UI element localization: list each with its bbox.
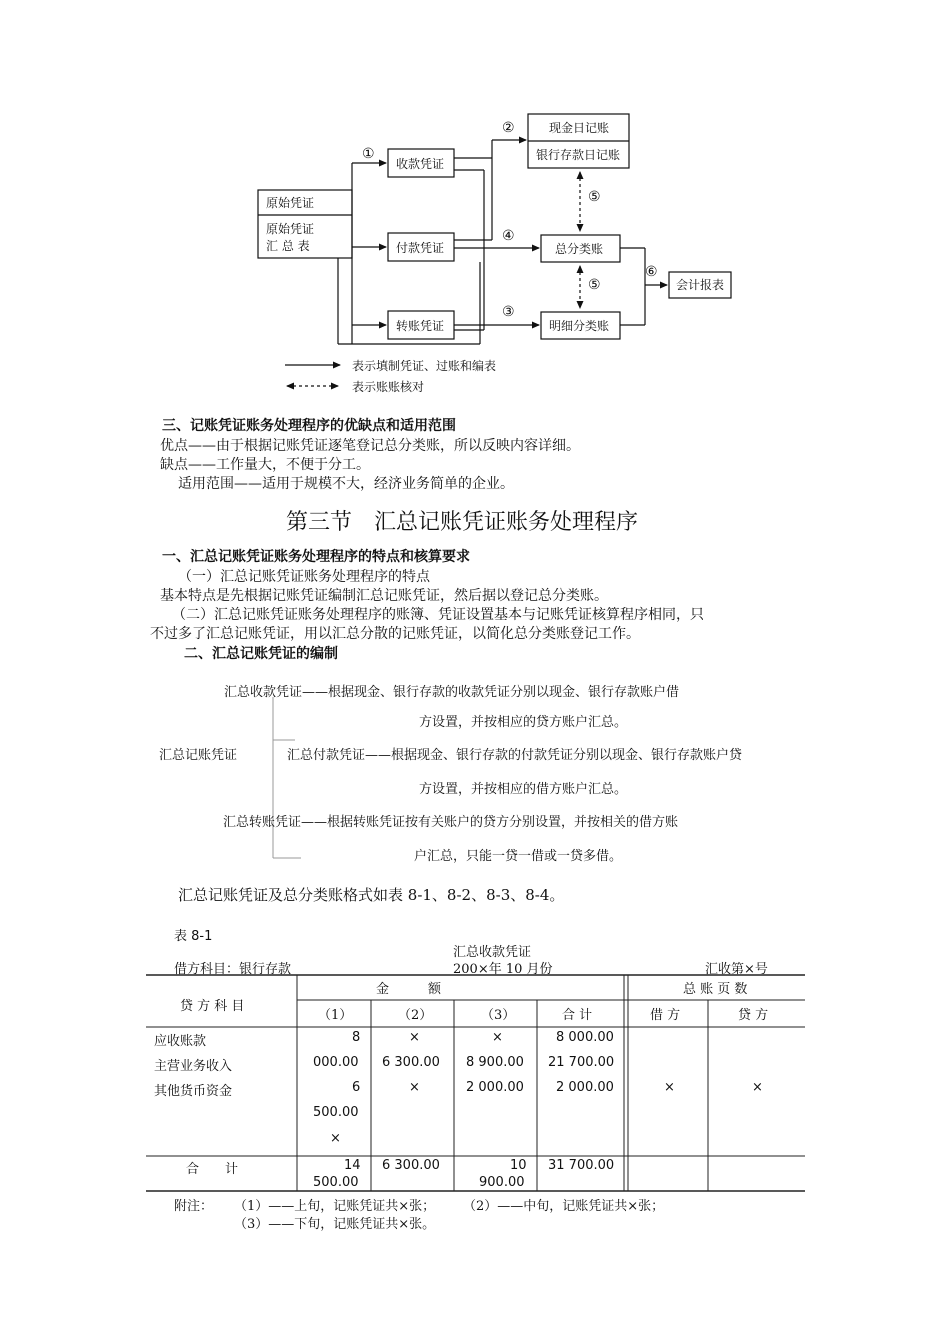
label-original-voucher: 原始凭证: [266, 196, 315, 210]
step-3: ③: [502, 304, 515, 320]
part1-sub2-line2: 不过多了汇总记账凭证，用以汇总分散的记账凭证，以简化总分类账登记工作。: [150, 626, 640, 642]
label-payment-voucher: 付款凭证: [396, 241, 445, 255]
total-1-line1: 14: [344, 1158, 361, 1173]
label-receipt-voucher: 收款凭证: [396, 157, 445, 171]
debit-account: 借方科目：银行存款: [174, 962, 292, 977]
sub-debit: 借 方: [650, 1008, 681, 1023]
note-3: （3）——下旬，记账凭证共×张。: [234, 1217, 436, 1232]
col3-line3: 2 000.00: [466, 1080, 524, 1095]
col-ledger-pages: 总 账 页 数: [683, 982, 748, 997]
table-label: 表 8-1: [174, 929, 213, 944]
total-sum: 31 700.00: [548, 1158, 615, 1173]
shou-line2: 方设置，并按相应的贷方账户汇总。: [419, 715, 628, 730]
sub-2: （2）: [398, 1008, 433, 1023]
shou-line1: 汇总收款凭证——根据现金、银行存款的收款凭证分别以现金、银行存款账户借: [224, 685, 680, 700]
legend-solid: 表示填制凭证、过账和编表: [352, 359, 497, 373]
step-6: ⑥: [645, 264, 658, 280]
label-cash-journal: 现金日记账: [549, 121, 610, 135]
note-2: （2）——中旬，记账凭证共×张；: [463, 1199, 665, 1214]
legend-dashed: 表示账账核对: [352, 380, 425, 394]
note-label: 附注：: [174, 1199, 214, 1214]
step-4: ④: [502, 228, 515, 244]
credit-mark: ×: [752, 1080, 763, 1095]
debit-mark: ×: [664, 1080, 675, 1095]
col1-line2: 000.00: [313, 1055, 359, 1070]
sub-total: 合 计: [562, 1008, 593, 1023]
total-1-line2: 500.00: [313, 1175, 359, 1190]
sub-credit: 贷 方: [738, 1008, 769, 1023]
total-3-line1: 10: [510, 1158, 527, 1173]
part1-basic: 基本特点是先根据记账凭证编制汇总记账凭证，然后据以登记总分类账。: [160, 588, 608, 604]
col1-line4: 500.00: [313, 1105, 359, 1120]
label-subsidiary-ledger: 明细分类账: [549, 319, 610, 333]
step-2: ②: [502, 120, 515, 136]
note-1: （1）——上旬，记账凭证共×张；: [234, 1199, 436, 1214]
account-row-3: 其他货币资金: [154, 1084, 233, 1099]
section3-disadvantage: 缺点——工作量大，不便于分工。: [160, 457, 370, 473]
label-original-summary-2: 汇 总 表: [266, 239, 310, 253]
table-date: 200×年 10 月份: [453, 962, 553, 977]
col1-line3: 6: [352, 1080, 361, 1095]
col3-line1: ×: [492, 1030, 503, 1045]
part1-sub2-line1: （二）汇总记账凭证账务处理程序的账簿、凭证设置基本与记账凭证核算程序相同，只: [172, 607, 704, 623]
col3-line2: 8 900.00: [466, 1055, 524, 1070]
col2-line1: ×: [409, 1030, 420, 1045]
label-original-summary-1: 原始凭证: [266, 222, 315, 236]
step-1: ①: [362, 146, 375, 162]
label-reports: 会计报表: [676, 278, 725, 292]
sub-1: （1）: [318, 1008, 353, 1023]
part2-heading: 二、汇总记账凭证的编制: [184, 646, 338, 662]
sub-3: （3）: [481, 1008, 516, 1023]
total-label: 合 计: [186, 1162, 239, 1177]
account-row-2: 主营业务收入: [154, 1059, 233, 1074]
colt-line1: 8 000.00: [556, 1030, 614, 1045]
part1-heading: 一、汇总记账凭证账务处理程序的特点和核算要求: [162, 549, 470, 565]
zhuan-line1: 汇总转账凭证——根据转账凭证按有关账户的贷方分别设置，并按相关的借方账: [223, 815, 679, 830]
fu-line2: 方设置，并按相应的借方账户汇总。: [419, 782, 628, 797]
total-3-line2: 900.00: [479, 1175, 525, 1190]
colt-line3: 2 000.00: [556, 1080, 614, 1095]
section3-advantage: 优点——由于根据记账凭证逐笔登记总分类账，所以反映内容详细。: [160, 438, 580, 454]
section3-heading: 三、记账凭证账务处理程序的优缺点和适用范围: [162, 418, 456, 434]
section3-scope: 适用范围——适用于规模不大，经济业务简单的企业。: [178, 476, 514, 492]
chapter-title: 第三节 汇总记账凭证账务处理程序: [286, 510, 639, 535]
zhuan-line2: 户汇总，只能一贷一借或一贷多借。: [414, 849, 623, 864]
account-row-1: 应收账款: [154, 1034, 207, 1049]
col2-line3: ×: [409, 1080, 420, 1095]
voucher-number: 汇收第×号: [705, 962, 768, 977]
table-title: 汇总收款凭证: [453, 945, 532, 960]
label-general-ledger: 总分类账: [555, 242, 604, 256]
col2-line2: 6 300.00: [382, 1055, 440, 1070]
formats-note: 汇总记账凭证及总分类账格式如表 8-1、8-2、8-3、8-4。: [178, 886, 565, 904]
col-credit-account: 贷 方 科 目: [180, 999, 245, 1014]
col1-line1: 8: [352, 1030, 361, 1045]
col-amount: 金 额: [376, 982, 442, 997]
summary-root: 汇总记账凭证: [159, 748, 238, 763]
total-2: 6 300.00: [382, 1158, 440, 1173]
colt-line2: 21 700.00: [548, 1055, 615, 1070]
label-bank-journal: 银行存款日记账: [536, 148, 621, 162]
col1-line5: ×: [330, 1131, 341, 1146]
fu-line1: 汇总付款凭证——根据现金、银行存款的付款凭证分别以现金、银行存款账户贷: [287, 748, 743, 763]
part1-sub1: （一）汇总记账凭证账务处理程序的特点: [178, 569, 430, 585]
step-5a: ⑤: [588, 189, 601, 205]
label-transfer-voucher: 转账凭证: [396, 319, 445, 333]
step-5b: ⑤: [588, 277, 601, 293]
